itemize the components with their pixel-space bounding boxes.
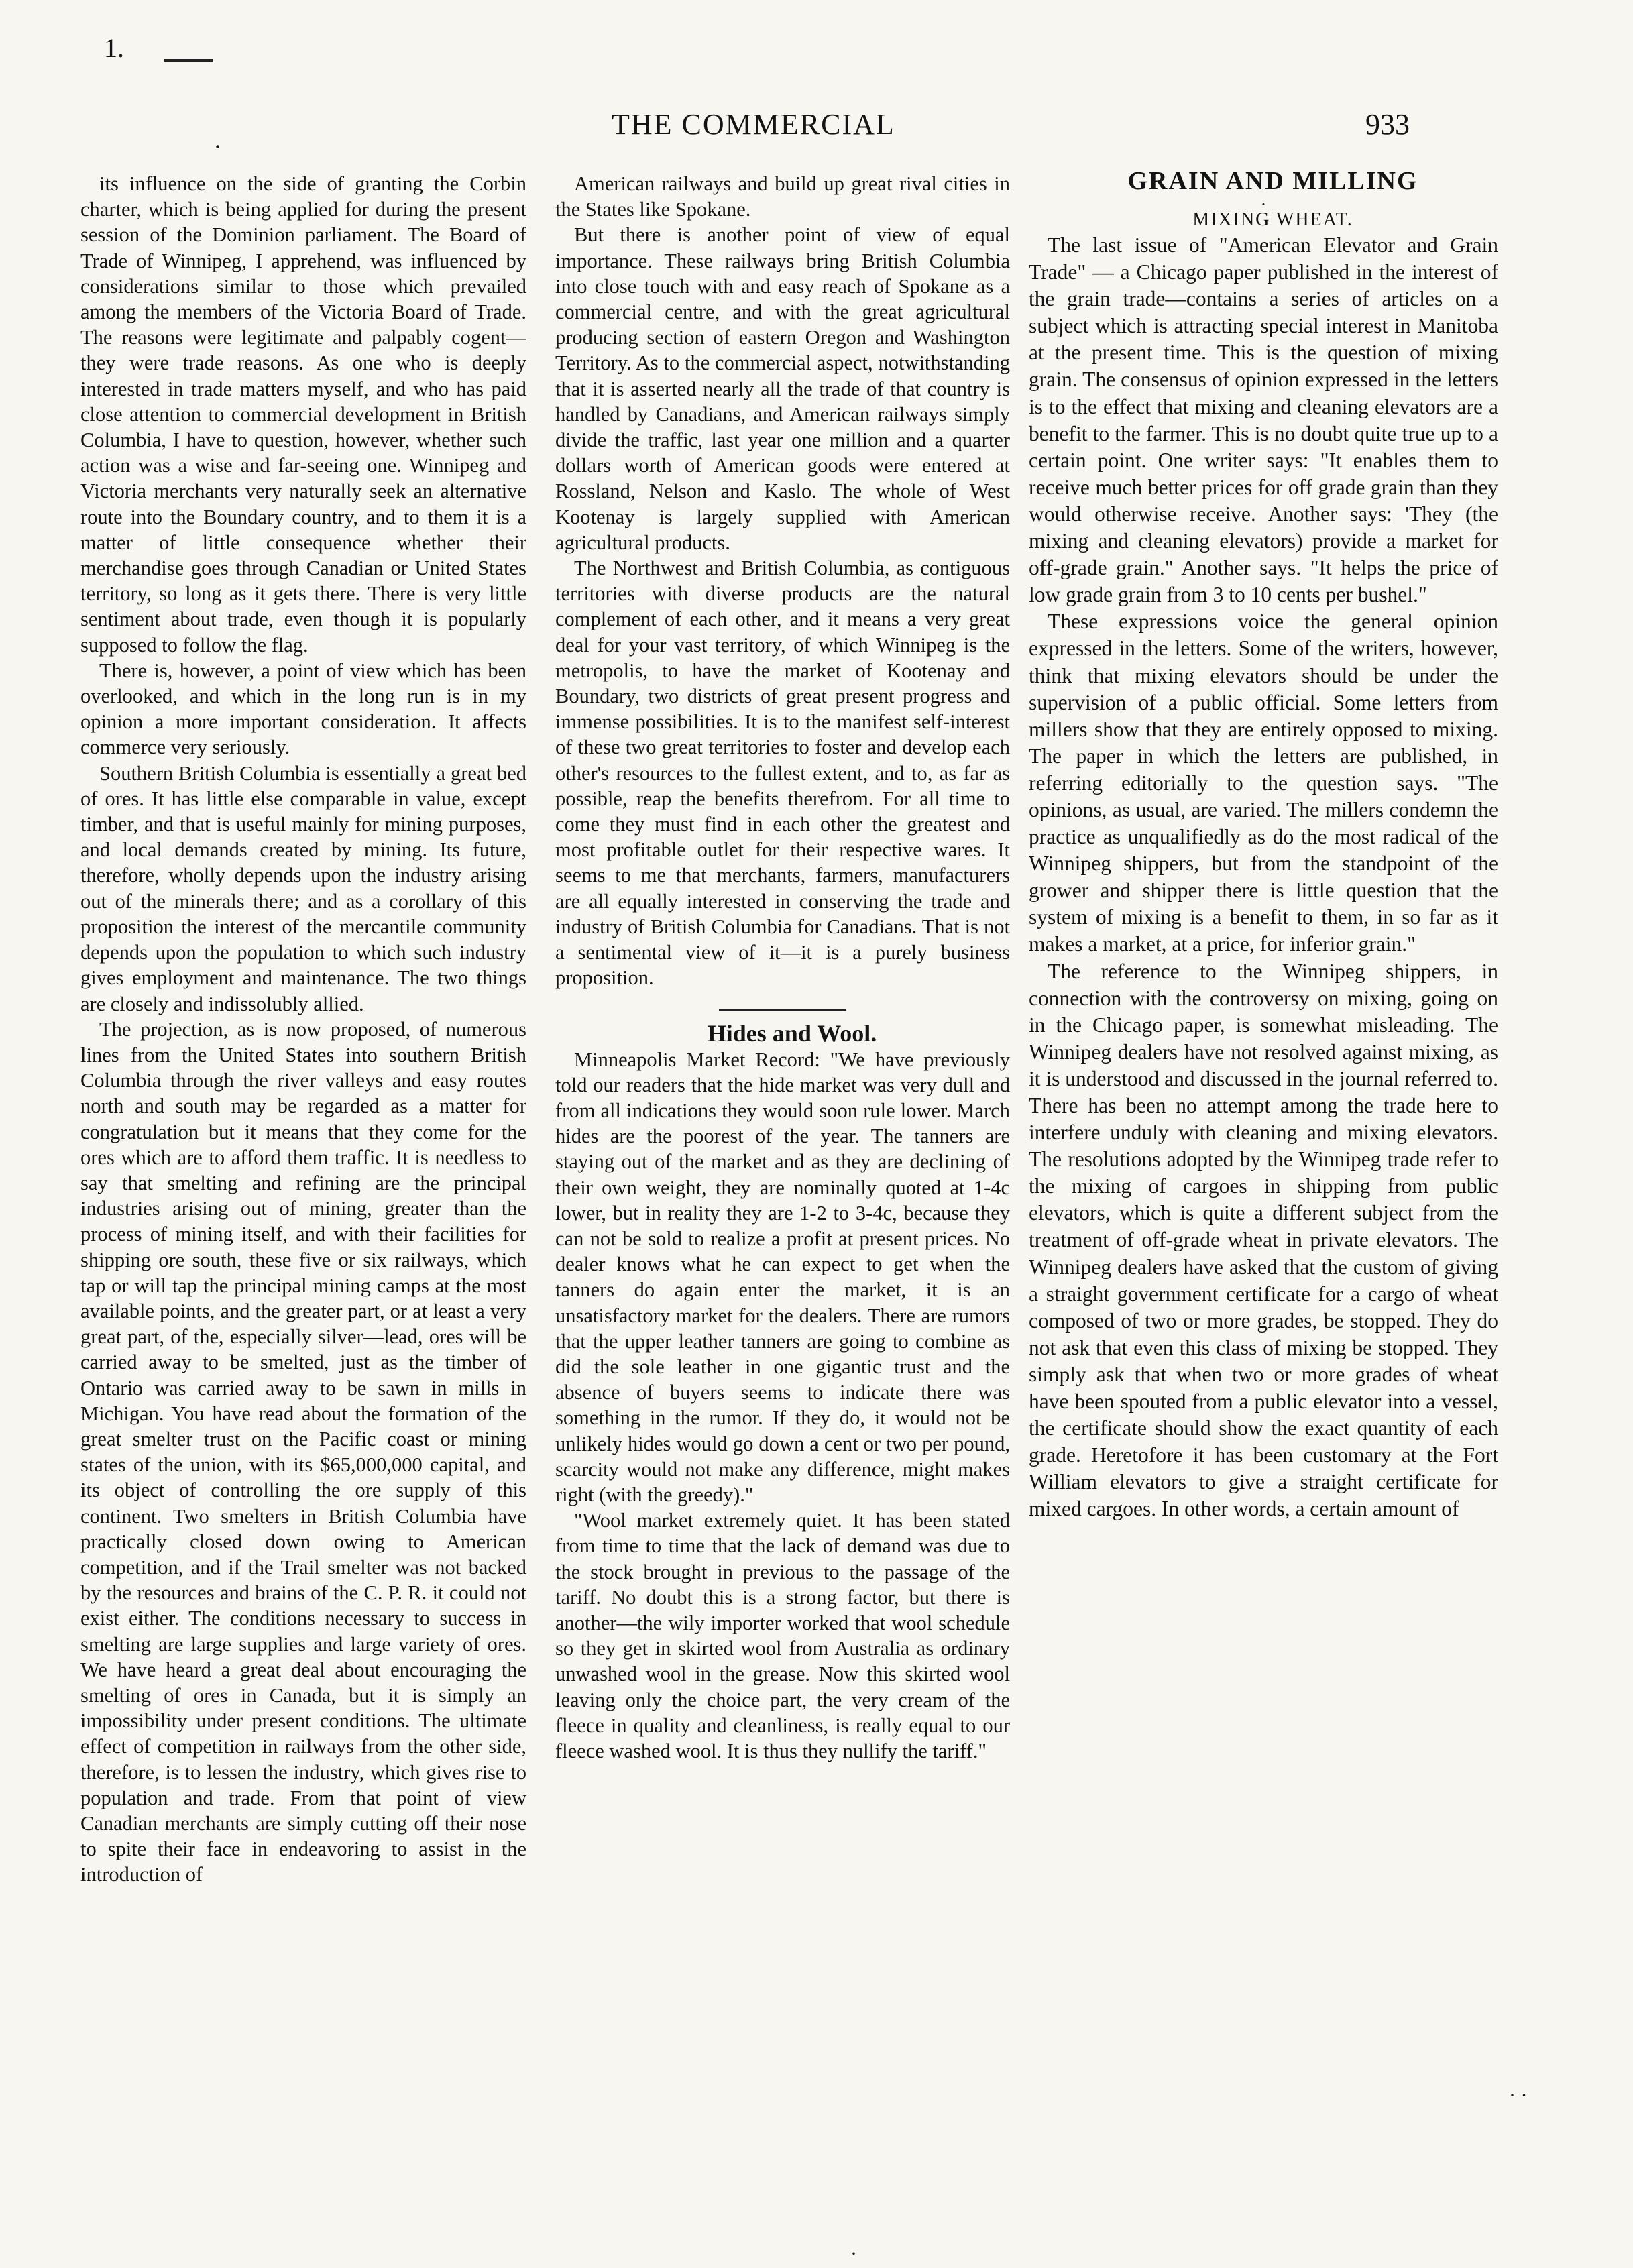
subheading-dot: · xyxy=(1260,194,1267,214)
section-divider-rule xyxy=(719,1009,846,1011)
col3-paragraph-3: The reference to the Winnipeg shippers, in connection with the controversy on mixing, going on in the Chicago paper, is somewhat misleading. The Winnipeg dealers have not resolved against mixing, as it is understood and discussed in the journal referred to. There has been no attempt among the trade here to interfere unduly with cleaning and mixing elevators. The resolutions adopted by the Winnipeg trade refer to the mixing of cargoes in shipping from public elevators, which is quite a different subject from the treatment of off-grade wheat in private elevators. The Winnipeg dealers have asked that the custom of giving a straight government certificate for a cargo of wheat composed of two or more grades, be stopped. They do not ask that even this class of mixing be stopped. They simply ask that when two or more grades of wheat have been spouted from a public elevator into a vessel, the certificate should show the exact quantity of each grade. Heretofore it has been customary at the Fort William elevators to give a straight certificate for mixed cargoes. In other words, a certain amount of xyxy=(1029,959,1498,1521)
column-1 xyxy=(80,171,526,2190)
col3-paragraph-1: The last issue of "American Elevator and Grain Trade" — a Chicago paper published in the interest of the grain trade—contains a series of articles on a subject which is attracting special interest in Manitoba at the present time. This is the question of mixing grain. The consensus of opinion expressed in the letters is to the effect that mixing and cleaning elevators are a benefit to the farmer. This is no doubt quite true up to a certain point. One writer says: "It enables them to receive much better prices for off grade grain than they would otherwise receive. Another says: 'They (the mixing and cleaning elevators) provide a market for off-grade grain." Another says. "It helps the price of low grade grain from 3 to 10 cents per bushel." xyxy=(1029,233,1498,607)
page-title: THE COMMERCIAL xyxy=(612,108,895,141)
col2-paragraph-1: American railways and build up great rival cities in the States like Spokane. xyxy=(555,172,1010,221)
header-dot: · xyxy=(213,131,223,162)
page-number: 933 xyxy=(1365,108,1410,141)
mixing-wheat-subheading: MIXING WHEAT. xyxy=(1192,209,1353,230)
col1-paragraph-2: There is, however, a point of view which has been overlooked, and which in the long run is in my opinion a more important consideration. It affects commerce very seriously. xyxy=(80,659,526,759)
print-speck-marks: · · xyxy=(1509,2084,1528,2106)
column-3 xyxy=(1029,168,1498,2220)
col2-paragraph-4: Minneapolis Market Record: "We have previously told our readers that the hide market was very dull and from all indications they would soon rule lower. March hides are the poorest of the year. The tanners are staying out of the market and as they are declining of their own weight, they are nominally quoted at 1-4c lower, but in reality they are 1-2 to 3-4c, because they can not be sold to realize a profit at present prices. No dealer knows what he can expect to get when the tanners do again enter the market, it is an unsatisfactory market for the dealers. There are rumors that the upper leather tanners are going to combine as did the sole leather in one gigantic trust and the absence of buyers seems to indicate there was something in the rumor. If they do, it would not be unlikely hides would go down a cent or two per pound, scarcity would not make any difference, might makes right (with the greedy)." xyxy=(555,1047,1010,1506)
col2-paragraph-5: "Wool market extremely quiet. It has been stated from time to time that the lack of demand was due to the stock brought in previous to the passage of the tariff. No doubt this is a strong factor, but there is another—the wily importer worked that wool schedule so they get in skirted wool from Australia as ordinary unwashed wool in the grease. Now this skirted wool leaving only the choice part, the very cream of the fleece in quality and cleanliness, is really equal to our fleece washed wool. It is thus they nullify the tariff." xyxy=(555,1509,1010,1762)
grain-and-milling-heading: GRAIN AND MILLING xyxy=(1127,168,1418,195)
col2-paragraph-3: The Northwest and British Columbia, as contiguous territories with diverse products are the natural complement of each other, and it means a very great deal for your vast territory, of which Winnipeg is the metropolis, to have the market of Kootenay and Boundary, two districts of great present progress and immense possibilities. It is to the manifest self-interest of these two great territories to foster and develop each other's resources to the fullest extent, and to, as far as possible, reap the benefits therefrom. For all time to come they must find in each other the greatest and most profitable outlet for their respective wares. It seems to me that merchants, farmers, manufacturers are all equally interested in conserving the trade and industry of British Columbia for Canadians. That is not a sentimental view of it—it is a purely business proposition. xyxy=(555,557,1010,990)
bottom-dot: · xyxy=(850,2243,857,2265)
column-2 xyxy=(555,171,1010,2183)
hides-and-wool-heading: Hides and Wool. xyxy=(707,1019,877,1047)
col2-paragraph-2: But there is another point of view of equal importance. These railways bring British Columbia into close touch with and easy reach of Spokane as a commercial centre, and with the great agricultural producing section of eastern Oregon and Washington Territory. As to the commercial aspect, notwithstanding that it is asserted nearly all the trade of that country is handled by Canadians, and American railways simply divide the traffic, last year one million and a quarter dollars worth of American goods were entered at Rossland, Nelson and Kaslo. The whole of West Kootenay is largely supplied with American agricultural products. xyxy=(555,223,1010,554)
col1-paragraph-3: Southern British Columbia is essentially a great bed of ores. It has little else comparable in value, except timber, and that is useful mainly for mining purposes, and local demands created by mining. Its future, therefore, wholly depends upon the industry arising out of the minerals there; and as a corollary of this proposition the interest of the mercantile community depends upon the population to which such industry gives employment and maintenance. The two things are closely and indissolubly allied. xyxy=(80,761,526,1015)
col1-paragraph-1: its influence on the side of granting the Corbin charter, which is being applied for during the present session of the Dominion parliament. The Board of Trade of Winnipeg, I apprehend, was influenced by considerations similar to those which prevailed among the members of the Victoria Board of Trade. The reasons were legitimate and palpably cogent—they were trade reasons. As one who is deeply interested in trade matters myself, and who has paid close attention to commercial development in British Columbia, I have to question, however, whether such action was a wise and far-seeing one. Winnipeg and Victoria merchants very naturally seek an alternative route into the Boundary country, and to them it is a matter of little consequence whether their merchandise goes through Canadian or United States territory, so long as it gets there. There is very little sentiment about trade, even though it is popularly supposed to follow the flag. xyxy=(80,172,526,657)
corner-dash-rule xyxy=(164,59,213,62)
col3-paragraph-2: These expressions voice the general opinion expressed in the letters. Some of the writers, however, think that mixing elevators should be under the supervision of a public official. Some letters from millers show that they are entirely opposed to mixing. The paper in which the letters are published, in referring editorially to the question says. "The opinions, as usual, are varied. The millers condemn the practice as unqualifiedly as do the most radical of the Winnipeg shippers, but from the standpoint of the grower and shipper there is little question that the system of mixing is a benefit to them, in so far as it makes a market, at a price, for inferior grain." xyxy=(1029,610,1498,956)
page-corner-mark: 1. xyxy=(104,33,124,63)
col1-paragraph-4: The projection, as is now proposed, of numerous lines from the United States into southern British Columbia through the river valleys and easy routes north and south may be regarded as a matter for congratulation but it means that they come for the ores which are to afford them traffic. It is needless to say that smelting and refining are the principal industries arising out of mining, greater than the process of mining itself, and with their facilities for shipping ore south, these five or six railways, which tap or will tap the principal mining camps at the most available points, and the greater part, or at least a very great part, of the, especially silver—lead, ores will be carried away to be smelted, just as the timber of Ontario was carried away to be sawn in mills in Michigan. You have read about the formation of the great smelter trust on the Pacific coast or mining states of the union, with its $65,000,000 capital, and its object of controlling the ore supply of this continent. Two smelters in British Columbia have practically closed down owing to American competition, and if the Trail smelter was not backed by the resources and brains of the C. P. R. it could not exist either. The conditions necessary to success in smelting are large supplies and large variety of ores. We have heard a great deal about encouraging the smelting of ores in Canada, but it is simply an impossibility under present conditions. The ultimate effect of competition in railways from the other side, therefore, is to lessen the industry, which gives rise to population and trade. From that point of view Canadian merchants are simply cutting off their nose to spite their face in endeavoring to assist in the introduction of xyxy=(80,1017,526,1886)
